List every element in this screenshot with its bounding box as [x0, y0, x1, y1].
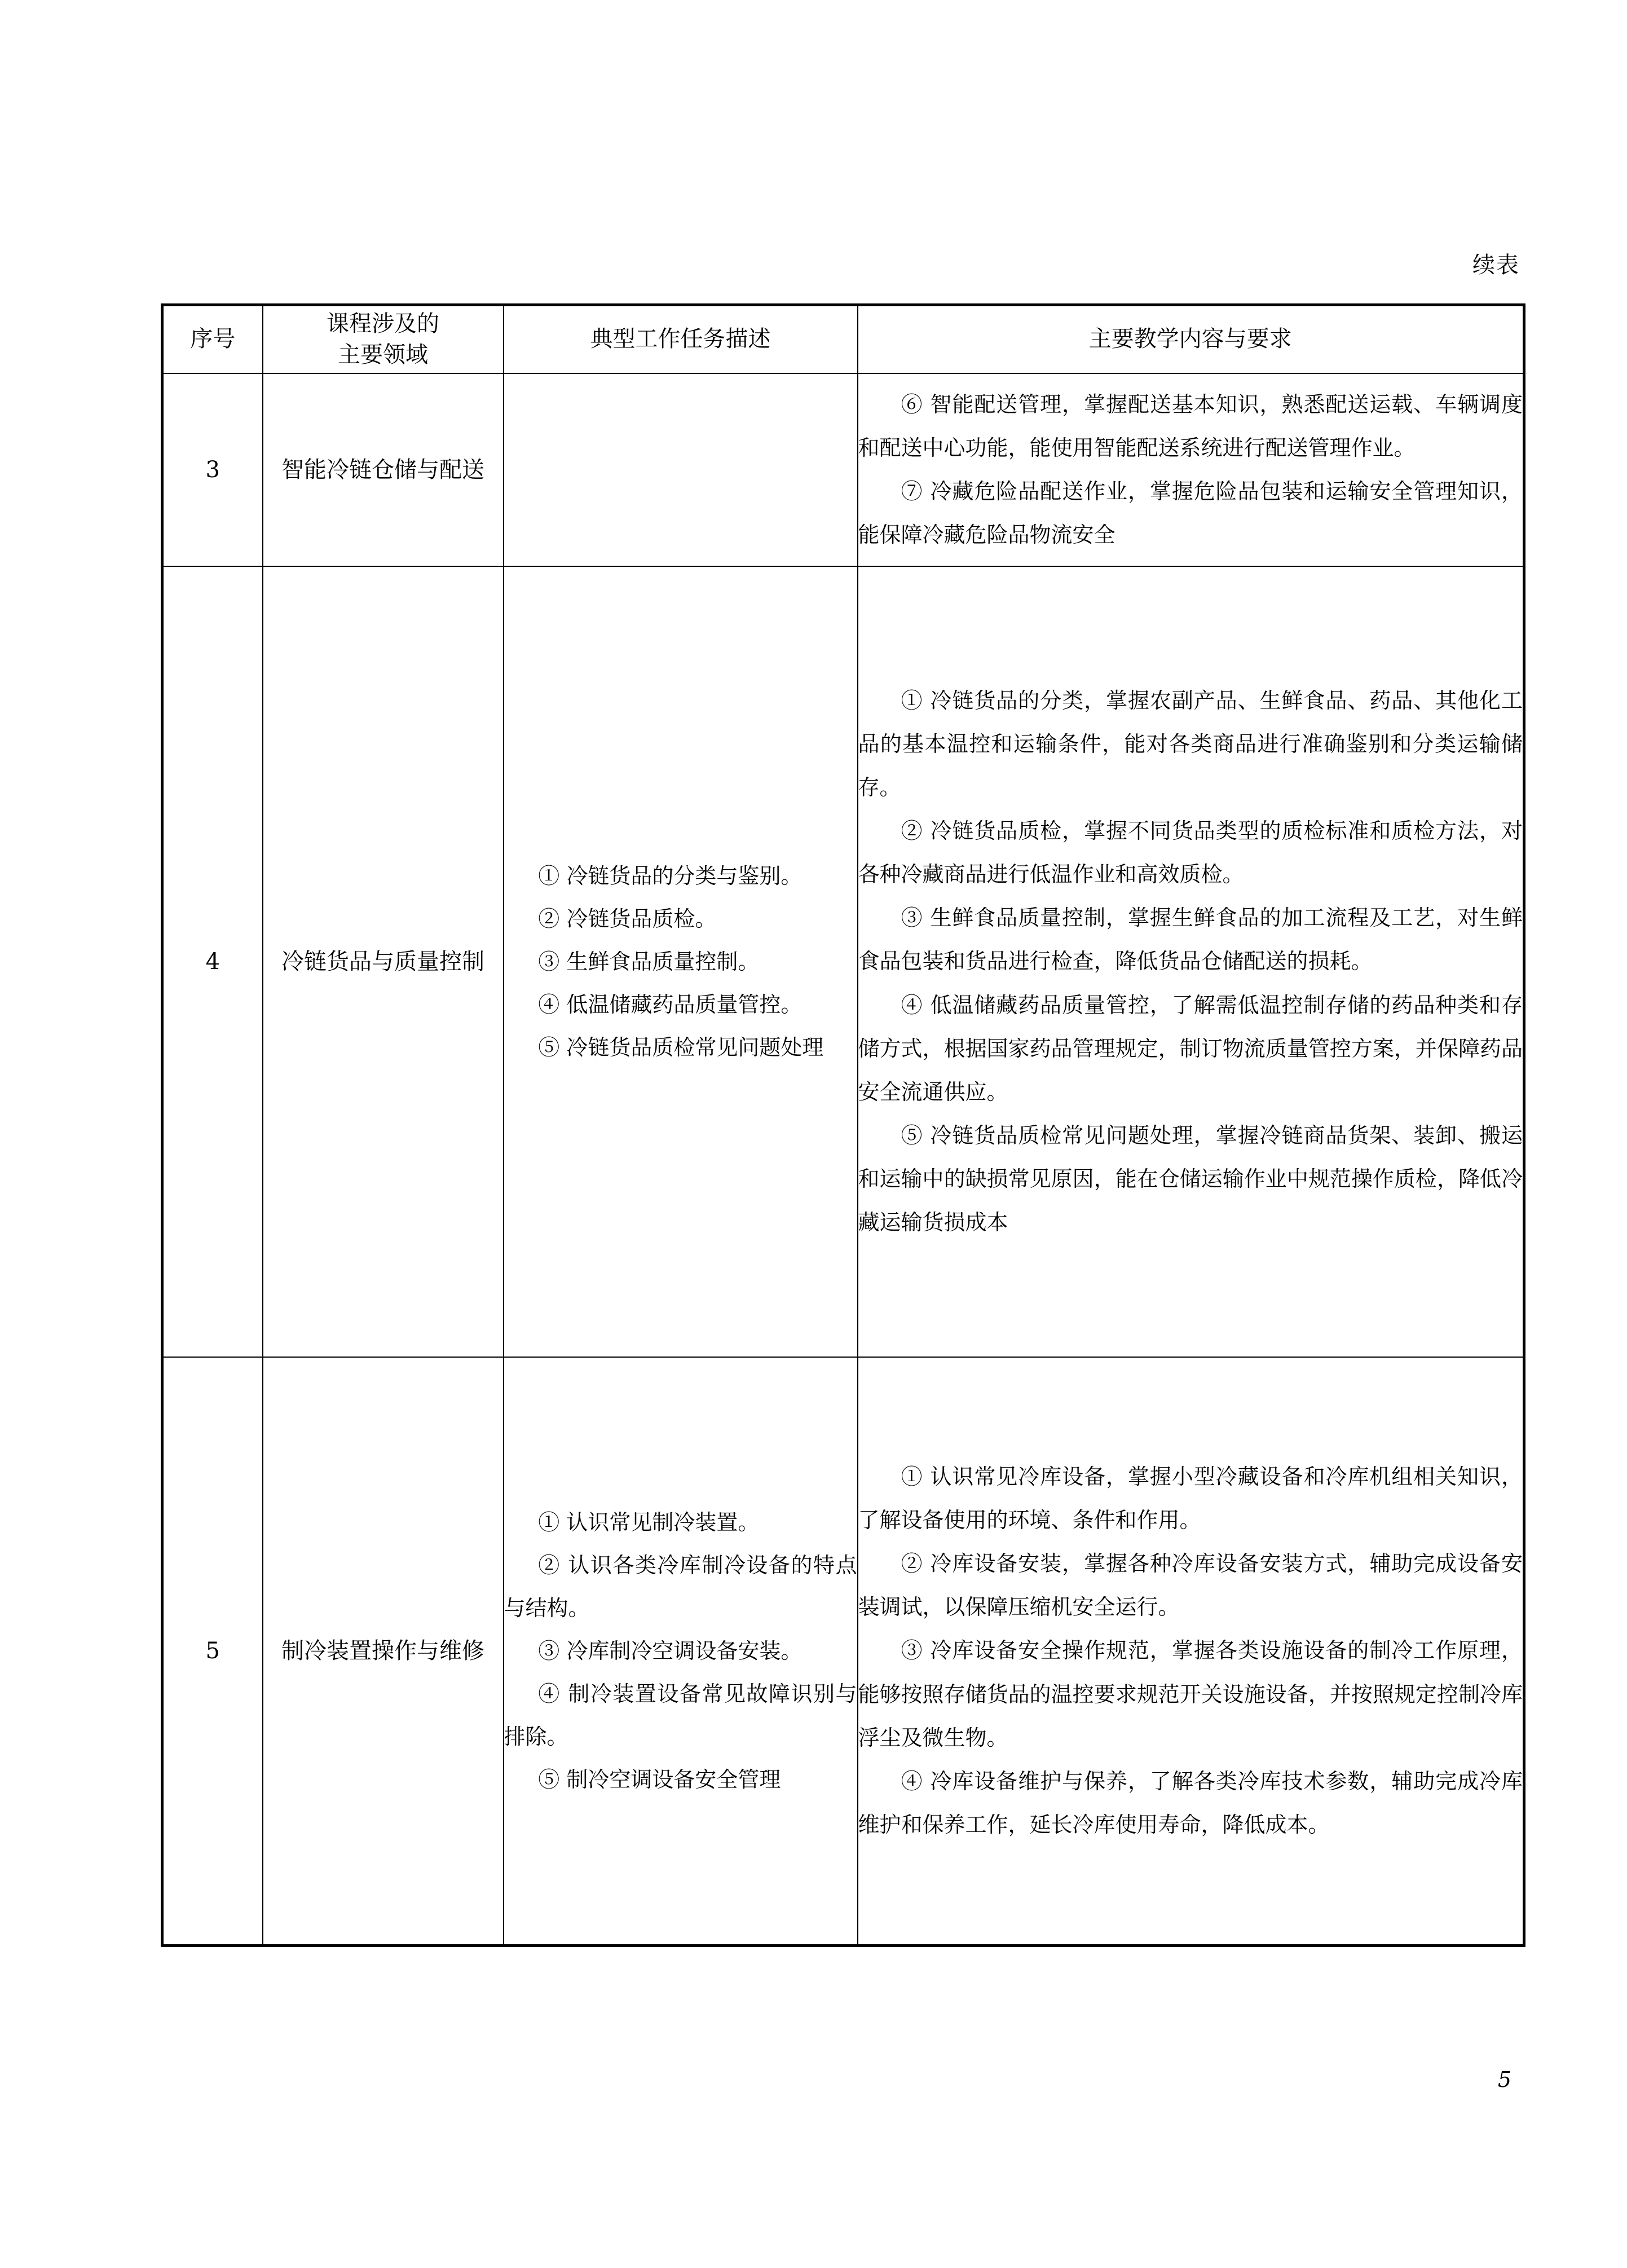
row-number: 5	[162, 1357, 263, 1946]
table-row	[162, 373, 1524, 566]
teaching-item: ⑤ 冷链货品质检常见问题处理，掌握冷链商品货架、装卸、搬运和运输中的缺损常见原因，能在仓储运输作业中规范操作质检，降低冷藏运输货损成本	[858, 1122, 1523, 1235]
teaching-item: ③ 生鲜食品质量控制，掌握生鲜食品的加工流程及工艺，对生鲜食品包装和货品进行检查，降低货品仓储配送的损耗。	[858, 905, 1523, 974]
teaching-item: ① 冷链货品的分类，掌握农副产品、生鲜食品、药品、其他化工品的基本温控和运输条件，能对各类商品进行准确鉴别和分类运输储存。	[858, 688, 1523, 800]
column-header-area	[263, 305, 504, 374]
column-header-area-line1: 课程涉及的	[327, 310, 439, 337]
row-task-list	[504, 373, 858, 566]
task-item: ① 冷链货品的分类与鉴别。	[538, 864, 803, 888]
table-header	[162, 305, 1524, 374]
row-task-list	[504, 1357, 858, 1946]
teaching-item: ② 冷库设备安装，掌握各种冷库设备安装方式，辅助完成设备安装调试，以保障压缩机安全运行。	[858, 1551, 1523, 1620]
row-number: 4	[162, 566, 263, 1357]
continued-table-label: 续表	[1472, 252, 1520, 278]
teaching-item: ② 冷链货品质检，掌握不同货品类型的质检标准和质检方法，对各种冷藏商品进行低温作业和高效质检。	[858, 818, 1523, 887]
row-number: 3	[162, 373, 263, 566]
table-body	[162, 373, 1524, 1946]
task-item: ⑤ 制冷空调设备安全管理	[538, 1767, 781, 1792]
course-curriculum-table	[161, 303, 1525, 1947]
task-item: ④ 低温储藏药品质量管控。	[538, 992, 803, 1017]
page-number: 5	[1497, 2067, 1511, 2092]
column-header-no: 序号	[162, 305, 263, 374]
task-item: ① 认识常见制冷装置。	[538, 1510, 760, 1535]
teaching-item: ⑦ 冷藏危险品配送作业，掌握危险品包装和运输安全管理知识，能保障冷藏危险品物流安全	[858, 479, 1523, 548]
task-item: ③ 冷库制冷空调设备安装。	[538, 1639, 803, 1663]
task-item: ④ 制冷装置设备常见故障识别与排除。	[504, 1681, 857, 1749]
table-header-row	[162, 305, 1524, 374]
row-area: 制冷装置操作与维修	[263, 1357, 504, 1946]
row-area: 冷链货品与质量控制	[263, 566, 504, 1357]
table-row	[162, 566, 1524, 1357]
table-row	[162, 1357, 1524, 1946]
column-header-teaching: 主要教学内容与要求	[858, 305, 1524, 374]
teaching-item: ④ 低温储藏药品质量管控，了解需低温控制存储的药品种类和存储方式，根据国家药品管理规定，制订物流质量管控方案，并保障药品安全流通供应。	[858, 992, 1523, 1104]
row-area: 智能冷链仓储与配送	[263, 373, 504, 566]
row-teaching-list	[858, 566, 1524, 1357]
row-task-list	[504, 566, 858, 1357]
column-header-task: 典型工作任务描述	[504, 305, 858, 374]
task-item: ③ 生鲜食品质量控制。	[538, 949, 760, 974]
task-item: ⑤ 冷链货品质检常见问题处理	[538, 1035, 824, 1060]
task-item: ② 认识各类冷库制冷设备的特点与结构。	[504, 1553, 857, 1620]
teaching-item: ⑥ 智能配送管理，掌握配送基本知识，熟悉配送运载、车辆调度和配送中心功能，能使用智能配送系统进行配送管理作业。	[858, 391, 1523, 460]
task-item: ② 冷链货品质检。	[538, 906, 717, 931]
teaching-item: ① 认识常见冷库设备，掌握小型冷藏设备和冷库机组相关知识，了解设备使用的环境、条件和作用。	[858, 1464, 1523, 1533]
row-teaching-list	[858, 373, 1524, 566]
row-teaching-list	[858, 1357, 1524, 1946]
teaching-item: ④ 冷库设备维护与保养，了解各类冷库技术参数，辅助完成冷库维护和保养工作，延长冷库使用寿命，降低成本。	[858, 1768, 1523, 1837]
teaching-item: ③ 冷库设备安全操作规范，掌握各类设施设备的制冷工作原理，能够按照存储货品的温控要求规范开关设施设备，并按照规定控制冷库浮尘及微生物。	[858, 1638, 1523, 1750]
column-header-area-line2: 主要领域	[338, 342, 428, 368]
